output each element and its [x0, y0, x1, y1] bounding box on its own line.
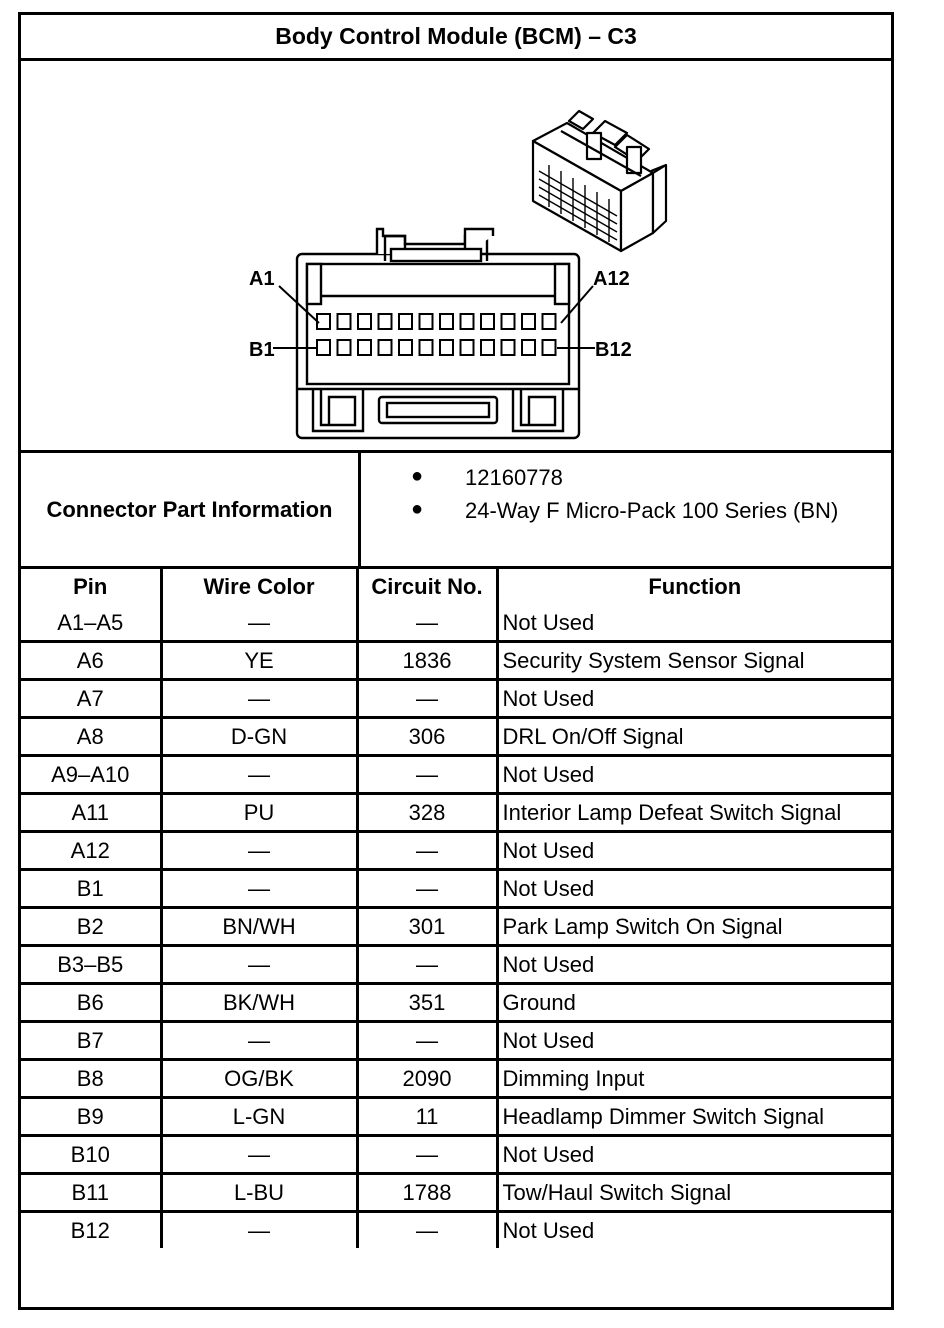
function-cell: Security System Sensor Signal	[497, 642, 891, 680]
pin-cell: B3–B5	[21, 946, 161, 984]
circuit-cell: —	[357, 946, 497, 984]
pin-cell: A9–A10	[21, 756, 161, 794]
label-a1: A1	[249, 268, 275, 290]
function-cell: Interior Lamp Defeat Switch Signal	[497, 794, 891, 832]
pin-cavity	[420, 340, 433, 355]
pin-cell: A11	[21, 794, 161, 832]
pin-cavity	[461, 340, 474, 355]
pin-cavity	[358, 314, 371, 329]
table-row	[21, 1174, 891, 1212]
pin-cavity	[317, 340, 330, 355]
function-cell: Not Used	[497, 605, 891, 642]
wire-color-cell: L-BU	[161, 1174, 357, 1212]
pin-cell: A12	[21, 832, 161, 870]
wire-color-cell: D-GN	[161, 718, 357, 756]
pin-cavity	[379, 314, 392, 329]
pin-cell: B7	[21, 1022, 161, 1060]
pin-cell: B12	[21, 1212, 161, 1249]
label-b1: B1	[249, 339, 275, 361]
function-cell: Not Used	[497, 680, 891, 718]
table-row	[21, 680, 891, 718]
circuit-cell: 1788	[357, 1174, 497, 1212]
wire-color-cell: —	[161, 1136, 357, 1174]
pin-cavity	[399, 314, 412, 329]
pin-table	[21, 569, 891, 1248]
header-wire-color: Wire Color	[161, 569, 357, 605]
label-b12: B12	[595, 339, 632, 361]
header-pin: Pin	[21, 569, 161, 605]
pin-cell: A7	[21, 680, 161, 718]
pin-cell: B11	[21, 1174, 161, 1212]
wire-color-cell: —	[161, 680, 357, 718]
page-title: Body Control Module (BCM) – C3	[21, 15, 891, 61]
connector-part-info-list: ● 12160778 ● 24-Way F Micro-Pack 100 Series (BN)	[361, 453, 891, 569]
pin-cell: B10	[21, 1136, 161, 1174]
pin-cell: A8	[21, 718, 161, 756]
pin-cavity	[543, 314, 556, 329]
circuit-cell: —	[357, 756, 497, 794]
wire-color-cell: BN/WH	[161, 908, 357, 946]
pin-cavity	[440, 340, 453, 355]
circuit-cell: —	[357, 1136, 497, 1174]
pin-cavity	[481, 340, 494, 355]
function-cell: Dimming Input	[497, 1060, 891, 1098]
pin-cavity	[338, 314, 351, 329]
circuit-cell: —	[357, 680, 497, 718]
table-row	[21, 908, 891, 946]
bullet-icon: ●	[411, 465, 424, 487]
function-cell: Not Used	[497, 832, 891, 870]
function-cell: Not Used	[497, 870, 891, 908]
function-cell: DRL On/Off Signal	[497, 718, 891, 756]
function-cell: Not Used	[497, 1212, 891, 1249]
wire-color-cell: —	[161, 605, 357, 642]
function-cell: Not Used	[497, 1136, 891, 1174]
circuit-cell: —	[357, 1022, 497, 1060]
wire-color-cell: —	[161, 832, 357, 870]
pin-cavity	[317, 314, 330, 329]
pin-cavity	[379, 340, 392, 355]
table-row	[21, 794, 891, 832]
function-cell: Not Used	[497, 1022, 891, 1060]
wire-color-cell: —	[161, 870, 357, 908]
table-row	[21, 718, 891, 756]
circuit-cell: —	[357, 832, 497, 870]
function-cell: Not Used	[497, 946, 891, 984]
function-cell: Park Lamp Switch On Signal	[497, 908, 891, 946]
table-row	[21, 1098, 891, 1136]
circuit-cell: —	[357, 605, 497, 642]
circuit-cell: 351	[357, 984, 497, 1022]
connector-part-info-label: Connector Part Information	[21, 453, 361, 569]
header-function: Function	[497, 569, 891, 605]
circuit-cell: 2090	[357, 1060, 497, 1098]
pin-cavity	[358, 340, 371, 355]
circuit-cell: —	[357, 1212, 497, 1249]
circuit-cell: 306	[357, 718, 497, 756]
pin-cell: B8	[21, 1060, 161, 1098]
wire-color-cell: YE	[161, 642, 357, 680]
pin-cell: B1	[21, 870, 161, 908]
table-row	[21, 605, 891, 642]
table-header-row	[21, 569, 891, 605]
table-row	[21, 756, 891, 794]
pin-cell: A6	[21, 642, 161, 680]
table-row	[21, 832, 891, 870]
pin-cavity	[399, 340, 412, 355]
connector-diagram	[21, 61, 891, 453]
connector-drawing	[21, 61, 891, 450]
circuit-cell: —	[357, 870, 497, 908]
wire-color-cell: —	[161, 1022, 357, 1060]
table-row	[21, 1212, 891, 1249]
function-cell: Tow/Haul Switch Signal	[497, 1174, 891, 1212]
table-row	[21, 1136, 891, 1174]
circuit-cell: 328	[357, 794, 497, 832]
wire-color-cell: OG/BK	[161, 1060, 357, 1098]
table-row	[21, 946, 891, 984]
function-cell: Not Used	[497, 756, 891, 794]
connector-sheet	[18, 12, 894, 1310]
pin-cavity	[481, 314, 494, 329]
circuit-cell: 1836	[357, 642, 497, 680]
pin-cavity	[543, 340, 556, 355]
header-circuit-no: Circuit No.	[357, 569, 497, 605]
bullet-icon: ●	[411, 498, 424, 520]
pin-cavity	[522, 340, 535, 355]
table-row	[21, 870, 891, 908]
table-row	[21, 1060, 891, 1098]
table-row	[21, 642, 891, 680]
pin-cavity	[522, 314, 535, 329]
function-cell: Headlamp Dimmer Switch Signal	[497, 1098, 891, 1136]
table-row	[21, 1022, 891, 1060]
circuit-cell: 11	[357, 1098, 497, 1136]
connector-front-view	[297, 229, 579, 438]
table-row	[21, 984, 891, 1022]
pin-cavity	[502, 314, 515, 329]
pin-cell: A1–A5	[21, 605, 161, 642]
wire-color-cell: PU	[161, 794, 357, 832]
pin-cell: B6	[21, 984, 161, 1022]
circuit-cell: 301	[357, 908, 497, 946]
connector-3d-illustration	[533, 111, 666, 251]
label-a12: A12	[593, 268, 630, 290]
wire-color-cell: L-GN	[161, 1098, 357, 1136]
wire-color-cell: —	[161, 1212, 357, 1249]
function-cell: Ground	[497, 984, 891, 1022]
pin-cavity	[461, 314, 474, 329]
pin-cell: B9	[21, 1098, 161, 1136]
pin-cavity	[502, 340, 515, 355]
wire-color-cell: BK/WH	[161, 984, 357, 1022]
wire-color-cell: —	[161, 756, 357, 794]
pin-cavity	[420, 314, 433, 329]
pin-cavity	[338, 340, 351, 355]
pin-cell: B2	[21, 908, 161, 946]
wire-color-cell: —	[161, 946, 357, 984]
pin-cavity	[440, 314, 453, 329]
